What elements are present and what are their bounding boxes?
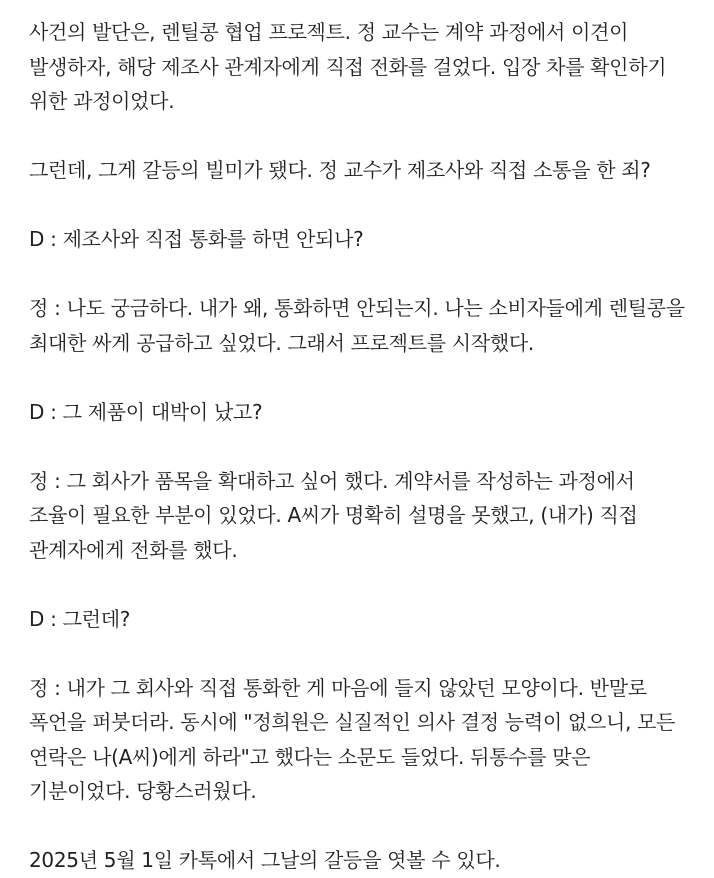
interview-question: D : 그 제품이 대박이 났고?	[29, 399, 263, 424]
interview-question: D : 제조사와 직접 통화를 하면 안되나?	[29, 227, 364, 251]
paragraph-intro: 사건의 발단은, 렌틸콩 협업 프로젝트. 정 교수는 계약 과정에서 이견이 발생하자, 해당 제조사 관계자에게 직접 전화를 걸었다. 입장 차를 확인하기 위한 과정이었다.	[29, 20, 667, 113]
interview-answer: 정 : 그 회사가 품목을 확대하고 싶어 했다. 계약서를 작성하는 과정에서 조율이 필요한 부분이 있었다. A씨가 명확히 설명을 못했고, (내가) 직접 관계자에게 전화를 했다.	[29, 468, 638, 562]
paragraph-conflict: 그런데, 그게 갈등의 빌미가 됐다. 정 교수가 제조사와 직접 소통을 한 죄?	[29, 158, 651, 182]
interview-answer: 정 : 나도 궁금하다. 내가 왜, 통화하면 안되는지. 나는 소비자들에게 렌틸콩을 최대한 싸게 공급하고 싶었다. 그래서 프로젝트를 시작했다.	[29, 296, 685, 355]
interview-question: D : 그런데?	[29, 606, 131, 631]
interview-answer: 정 : 내가 그 회사와 직접 통화한 게 마음에 들지 않았던 모양이다. 반말로 폭언을 퍼붓더라. 동시에 "정희원은 실질적인 의사 결정 능력이 없으니, 모든 연락은 나(A씨)에게 하라"고 했다는 소문도 들었다. 뒤통수를 맞은 기분이었다. 당황스러웠다.	[29, 675, 676, 803]
article-body	[29, 15, 694, 878]
paragraph-closing: 2025년 5월 1일 카톡에서 그날의 갈등을 엿볼 수 있다.	[29, 848, 501, 872]
